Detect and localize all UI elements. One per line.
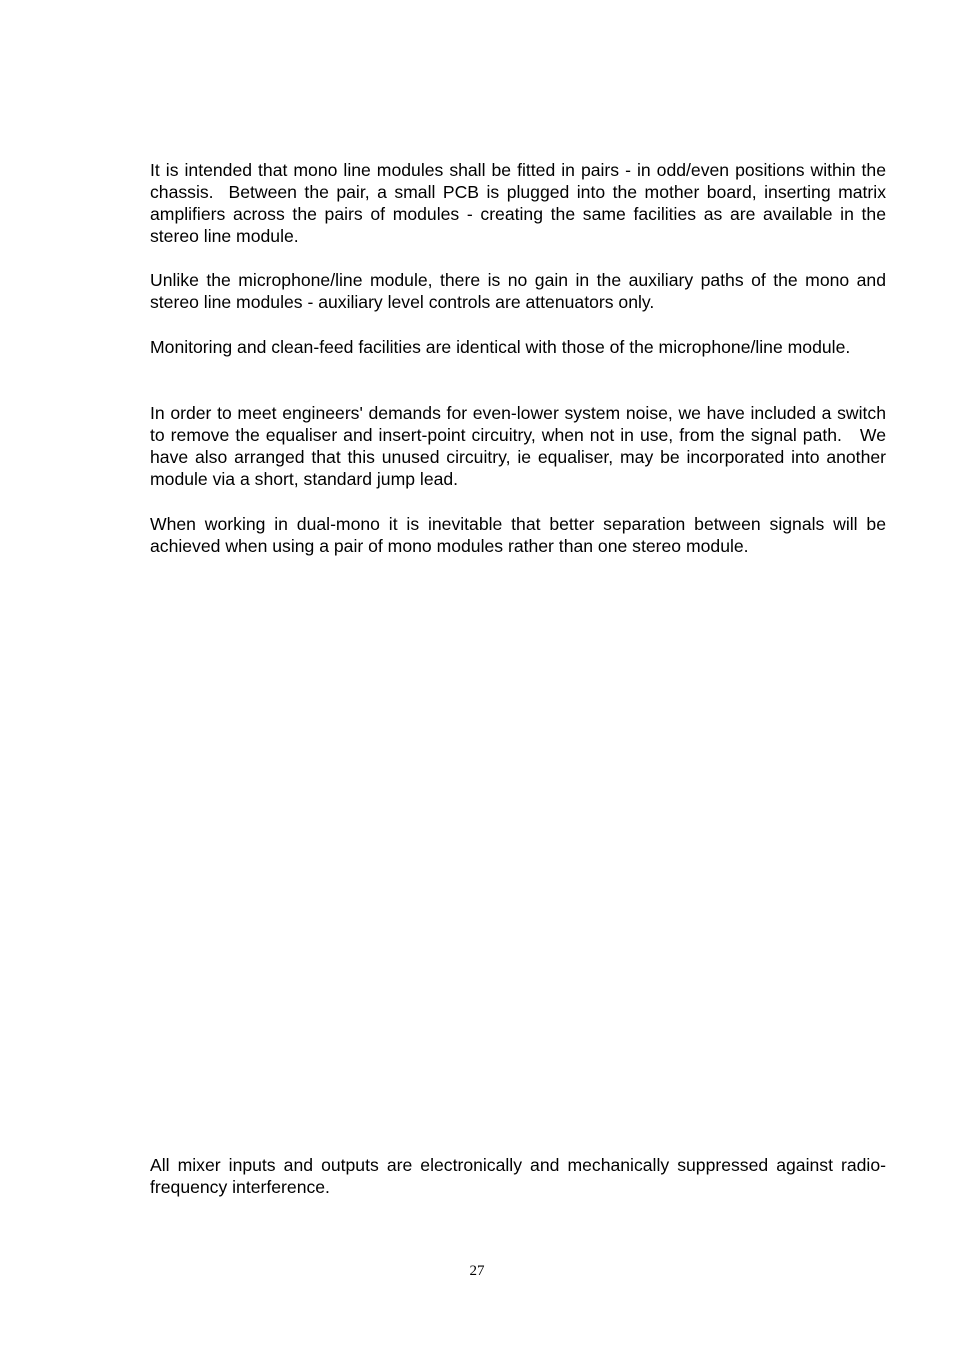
paragraph-monitoring: Monitoring and clean-feed facilities are identical with those of the microphone/line module. — [150, 337, 851, 357]
paragraph-dual-mono: When working in dual-mono it is inevitable that better separation between signals will be achieved when using a pair of mono modules rather than one stereo module. — [150, 514, 891, 556]
paragraph-mono-line-modules: It is intended that mono line modules shall be fitted in pairs - in odd/even positions within the chassis. Between the pair, a small PCB is plugged into the mother board, inserting matrix amplifiers across the pairs of modules - creating the same facilities as are available in the stereo line module. — [150, 160, 891, 246]
paragraph-system-noise: In order to meet engineers' demands for even-lower system noise, we have included a switch to remove the equaliser and insert-point circuitry, when not in use, from the signal path. We have also arranged that this unused circuitry, ie equaliser, may be incorporated into another module via a short, standard jump lead. — [150, 403, 891, 489]
page-number: 27 — [469, 1263, 485, 1279]
paragraph-rf-interference: All mixer inputs and outputs are electronically and mechanically suppressed against radio-frequency interference. — [150, 1155, 886, 1197]
paragraph-auxiliary-paths: Unlike the microphone/line module, there is no gain in the auxiliary paths of the mono and stereo line modules - auxiliary level controls are attenuators only. — [150, 270, 891, 312]
